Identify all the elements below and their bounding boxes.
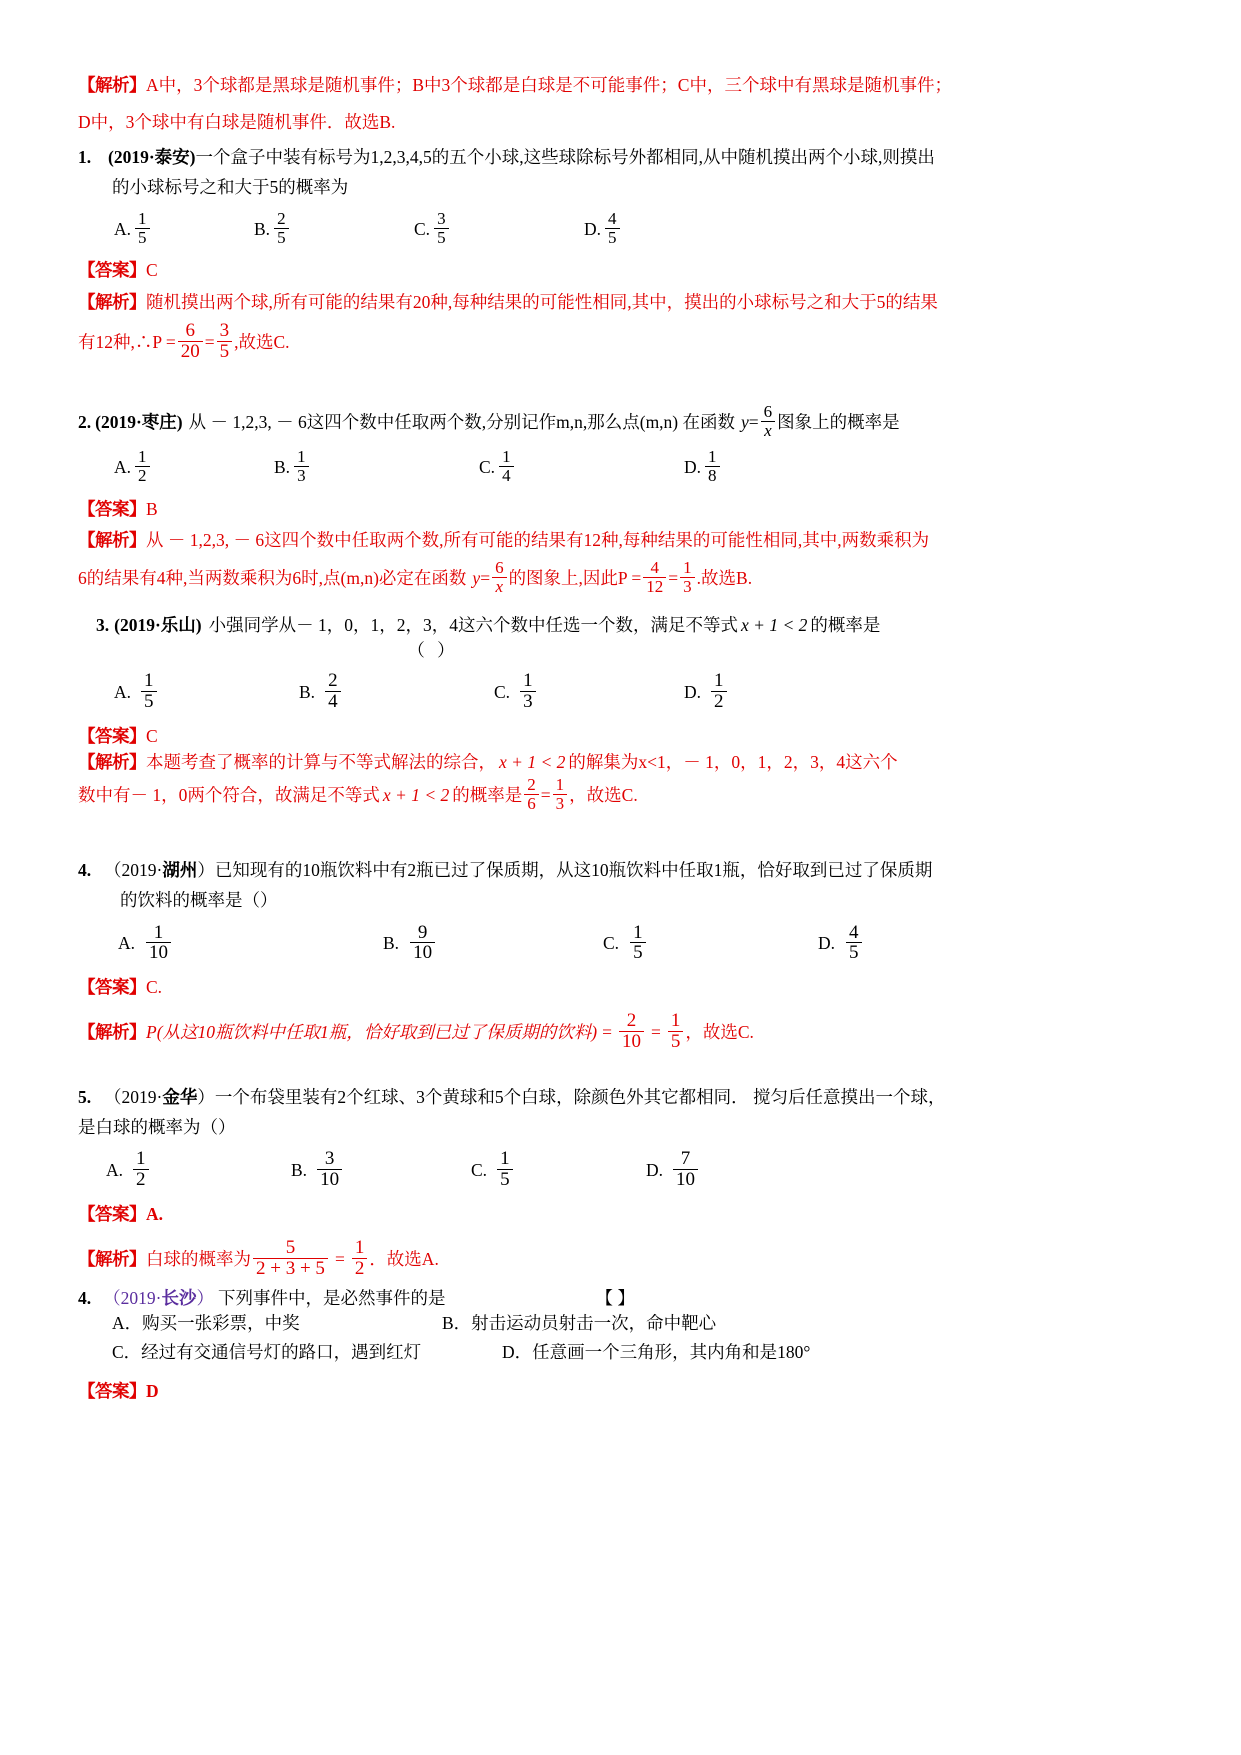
question-3-inequality: x + 1 < 2 [741, 614, 808, 635]
question-1-answer: C [146, 260, 158, 281]
numerator: 3 [219, 319, 230, 341]
question-3-number: 3. [96, 614, 110, 635]
question-2-equals: = [748, 412, 759, 433]
question-1-option-c-fraction [434, 210, 449, 247]
question-4-option-d-label: D. [818, 933, 836, 954]
denominator: 4 [499, 466, 514, 485]
denominator: 2 + 3 + 5 [253, 1258, 328, 1279]
question-5-option-c-label: C. [471, 1160, 488, 1181]
question-3-stem-part-1: 小强同学从－ 1，0，1，2，3，4这六个数中任选一个数，满足不等式 [208, 614, 738, 635]
question-2-stem-part-1: 从 － 1,2,3, － 6这四个数中任取两个数,分别记作m,n,那么点(m,n) 在函数 [188, 412, 736, 433]
question-3-options [78, 669, 1168, 713]
question-2-option-b[interactable] [274, 449, 479, 486]
question-5-options [78, 1150, 1168, 1191]
numerator: 1 [502, 447, 511, 467]
numerator: 1 [136, 1148, 146, 1170]
question-4-answer: C. [146, 977, 163, 998]
question-4-options [78, 921, 1168, 965]
question-6-choice-a[interactable]: A．购买一张彩票，中奖 [112, 1312, 300, 1333]
question-4-analysis-equals-2: = [650, 1021, 661, 1042]
denominator: 12 [643, 577, 666, 596]
denominator: 2 [135, 466, 150, 485]
question-5-option-d-fraction [673, 1149, 698, 1190]
question-2-option-d-fraction [705, 448, 720, 485]
answer-tag: 【答案】 [78, 260, 146, 281]
numerator: 9 [417, 921, 428, 943]
question-3-header [78, 615, 1168, 636]
question-2-option-c-fraction [499, 448, 514, 485]
question-5-option-d-label: D. [646, 1160, 664, 1181]
question-3-option-a[interactable] [114, 669, 299, 713]
denominator: 20 [178, 341, 203, 362]
question-2-analysis-part-1: 6的结果有4种,当两数乘积为6时,点(m,n)必定在函数 [78, 567, 467, 588]
question-5-stem-line-2-row [78, 1113, 1168, 1143]
denominator: 5 [434, 228, 449, 247]
question-2-analysis-variable-y: y [472, 567, 481, 588]
question-2-stem-part-2: 图象上的概率是 [777, 412, 900, 433]
question-2-analysis-equals-1: = [480, 567, 491, 588]
denominator: 5 [141, 691, 157, 712]
question-5-option-a-fraction [133, 1149, 149, 1190]
question-2-number: 2. [78, 412, 92, 433]
question-1-option-d-label: D. [584, 218, 602, 239]
numerator: 1 [633, 921, 643, 943]
question-6-number: 4. [78, 1287, 92, 1308]
question-5-number: 5. [78, 1086, 92, 1107]
top-analysis-line-2-row [78, 107, 1168, 138]
question-6-source-year: （2019· [103, 1287, 162, 1308]
question-4-option-a[interactable] [118, 921, 383, 965]
question-2-answer: B [146, 498, 158, 519]
numerator: 1 [297, 447, 306, 467]
question-5-analysis-part-2: ．故选A. [369, 1248, 439, 1269]
question-4-answer-row [78, 972, 1168, 1004]
question-2-variable-y: y [741, 412, 749, 433]
question-4-analysis-equals-1: = [602, 1021, 612, 1042]
question-2-answer-row [78, 494, 1168, 526]
question-1-option-b-label: B. [254, 218, 271, 239]
question-6-answer: D [146, 1381, 159, 1402]
question-4-option-c[interactable] [603, 921, 818, 965]
question-3-paren-row [78, 636, 1168, 664]
question-1-options [78, 208, 1168, 248]
question-2-source-close: ) [176, 412, 183, 433]
question-1-source-city: 泰安 [154, 147, 190, 168]
question-4-stem-line-1: 已知现有的10瓶饮料中有2瓶已过了保质期，从这10瓶饮料中任取1瓶，恰好取到已过了保质期 [214, 860, 933, 881]
question-4-option-b[interactable] [383, 921, 603, 965]
question-4-option-d-fraction [846, 923, 862, 964]
denominator: 5 [846, 942, 862, 963]
question-2-stem-fraction [761, 403, 776, 440]
question-6-source-city: 长沙 [161, 1287, 197, 1308]
question-2-source-year: (2019· [95, 412, 142, 433]
numerator: 3 [437, 208, 446, 228]
numerator: 1 [138, 208, 147, 228]
answer-tag: 【答案】 [78, 498, 146, 519]
denominator: 3 [680, 577, 695, 596]
denominator: 10 [317, 1169, 342, 1190]
answer-tag: 【答案】 [78, 1204, 146, 1225]
denominator: 2 [352, 1258, 368, 1279]
question-1-analysis-prefix: 有12种,∴P = [78, 331, 176, 352]
question-5-option-d[interactable] [646, 1150, 700, 1191]
question-5-option-b-fraction [317, 1149, 342, 1190]
analysis-tag: 【解析】 [78, 752, 146, 773]
question-3-analysis-equals: = [540, 785, 551, 806]
question-4-option-b-fraction [410, 923, 435, 964]
question-4-analysis-fraction-1 [619, 1011, 644, 1052]
question-1-option-b[interactable] [254, 208, 414, 248]
question-1-stem-line-2-row [78, 173, 1168, 203]
question-3-analysis-part-2: 的解集为x<1，－ 1，0，1，2，3，4这六个 [568, 752, 898, 773]
question-5-stem-line-1: 一个布袋里装有2个红球、3个黄球和5个白球，除颜色外其它都相同． 搅匀后任意摸出一个球， [214, 1086, 946, 1107]
question-2-analysis-fraction-1 [492, 559, 507, 596]
analysis-tag: 【解析】 [78, 1248, 146, 1269]
question-1-analysis-line-2-row [78, 319, 1168, 363]
numerator: 3 [324, 1148, 335, 1170]
question-3-analysis-part-3: 数中有－ 1，0两个符合，故满足不等式 [78, 785, 380, 806]
denominator: 5 [605, 228, 620, 247]
numerator: 4 [849, 921, 859, 943]
question-3-analysis-line-2-row [78, 777, 1168, 814]
question-4-analysis-part-1: P(从这10瓶饮料中任取1瓶，恰好取到已过了保质期的饮料) [146, 1021, 598, 1042]
numerator: 1 [670, 1009, 681, 1031]
question-2-analysis-line-1-row [78, 525, 1168, 556]
denominator: 5 [274, 228, 289, 247]
question-2-analysis-equals-2: = [668, 567, 679, 588]
question-3-option-d[interactable] [684, 669, 729, 713]
answer-tag: 【答案】 [78, 1381, 146, 1402]
denominator: 5 [630, 942, 646, 963]
denominator: 3 [553, 794, 568, 813]
question-5-source-year: （2019· [104, 1086, 163, 1107]
question-1-analysis-line-1-row [78, 287, 1168, 318]
numerator: 1 [153, 921, 164, 943]
question-4-stem-line-2-row [78, 886, 1168, 916]
question-4-option-b-label: B. [383, 933, 400, 954]
question-4-option-c-fraction [630, 923, 646, 964]
denominator: 3 [294, 466, 309, 485]
question-4-source-city: 湖州 [162, 860, 198, 881]
question-3-source-city: 乐山 [160, 614, 196, 635]
analysis-tag: 【解析】 [78, 75, 146, 95]
numerator: 1 [683, 557, 692, 577]
question-5-source-close: ） [197, 1086, 215, 1107]
numerator: 7 [680, 1148, 691, 1170]
question-2-analysis-part-2: 的图象上,因此P = [508, 567, 642, 588]
denominator: x [492, 577, 507, 596]
question-5-stem-line-2: 是白球的概率为（） [78, 1116, 236, 1137]
question-3-source-close: ) [195, 614, 202, 635]
denominator: 5 [668, 1031, 684, 1052]
denominator: 4 [325, 691, 341, 712]
question-4-option-a-label: A. [118, 933, 136, 954]
denominator: 10 [410, 942, 435, 963]
numerator: 6 [763, 402, 773, 422]
question-5-header [78, 1083, 1168, 1113]
question-4-option-a-fraction [146, 923, 171, 964]
analysis-tag: 【解析】 [78, 1021, 146, 1042]
question-3-analysis-part-5: ，故选C. [569, 785, 638, 806]
question-2-source-city: 枣庄 [141, 412, 177, 433]
denominator: 2 [711, 691, 727, 712]
question-4-analysis-part-2: ，故选C. [685, 1021, 754, 1042]
denominator: 8 [705, 466, 720, 485]
numerator: 2 [626, 1009, 637, 1031]
numerator: 5 [285, 1236, 296, 1258]
question-1-source-year: (2019· [108, 147, 155, 168]
question-5-analysis-fraction-2 [352, 1238, 368, 1279]
question-3-option-a-label: A. [114, 681, 132, 702]
question-6-choices-row-1 [78, 1309, 1168, 1339]
question-2-option-c[interactable] [479, 449, 684, 486]
question-1-analysis-fraction-2 [217, 321, 233, 362]
question-5-analysis-equals: = [334, 1248, 345, 1269]
question-4-analysis-fraction-2 [668, 1011, 684, 1052]
numerator: 2 [277, 208, 286, 228]
denominator: 10 [673, 1169, 698, 1190]
question-4-option-d[interactable] [818, 921, 864, 965]
numerator: 6 [185, 319, 195, 341]
question-6-choice-c[interactable]: C．经过有交通信号灯的路口，遇到红灯 [112, 1342, 422, 1363]
question-3-analysis-line-1-row [78, 752, 1168, 773]
question-3-analysis-part-4: 的概率是 [452, 785, 523, 806]
question-5-answer-row [78, 1199, 1168, 1231]
question-5-option-c[interactable] [471, 1150, 646, 1191]
question-1-number: 1. [78, 147, 92, 168]
question-1-answer-row [78, 255, 1168, 287]
question-4-number: 4. [78, 860, 92, 881]
question-2-option-c-label: C. [479, 456, 496, 477]
question-1-analysis-equals: = [204, 331, 215, 352]
denominator: 2 [133, 1169, 149, 1190]
question-3-option-b-label: B. [299, 681, 316, 702]
numerator: 2 [328, 669, 338, 691]
question-2-option-a-label: A. [114, 456, 132, 477]
numerator: 4 [650, 557, 660, 577]
denominator: 5 [217, 341, 233, 362]
numerator: 1 [144, 669, 154, 691]
question-4-source-close: ） [197, 860, 215, 881]
question-2-option-b-fraction [294, 448, 309, 485]
question-3-analysis-fraction-2 [553, 776, 568, 813]
numerator: 1 [708, 447, 717, 467]
question-1-analysis-line-1: 随机摸出两个球,所有可能的结果有20种,每种结果的可能性相同,其中，摸出的小球标号之和大于5的结果 [146, 291, 938, 312]
question-1-option-d[interactable] [584, 208, 622, 248]
question-1-stem-line-1: 一个盒子中装有标号为1,2,3,4,5的五个小球,这些球除标号外都相同,从中随机摸出两个小球,则摸出 [195, 147, 935, 168]
question-3-stem-part-2: 的概率是 [810, 614, 881, 635]
question-2-option-b-label: B. [274, 456, 291, 477]
denominator: 10 [146, 942, 171, 963]
denominator: 3 [520, 691, 536, 712]
question-3-option-a-fraction [141, 671, 157, 712]
question-6-header [78, 1288, 1168, 1309]
question-3-analysis-fraction-1 [524, 776, 539, 813]
question-3-source-year: (2019· [114, 614, 161, 635]
question-6-choice-b[interactable]: B．射击运动员射击一次，命中靶心 [442, 1312, 717, 1333]
question-3-analysis-inequality-1: x + 1 < 2 [499, 752, 566, 773]
question-6-stem: 下列事件中，是必然事件的是 [217, 1287, 446, 1308]
question-1-header [78, 143, 1168, 173]
question-5-option-a[interactable] [106, 1150, 291, 1191]
top-analysis-line-2: D中，3个球中有白球是随机事件．故选B. [78, 111, 396, 132]
question-5-analysis-part-1: 白球的概率为 [146, 1248, 251, 1269]
question-2-option-a[interactable] [114, 449, 274, 486]
question-6-answer-row [78, 1376, 1168, 1408]
numerator: 1 [354, 1236, 365, 1258]
question-1-option-a-label: A. [114, 218, 132, 239]
question-1-stem-line-2: 的小球标号之和大于5的概率为 [112, 177, 349, 197]
question-2-analysis-line-1: 从 － 1,2,3, － 6这四个数中任取两个数,所有可能的结果有12种,每种结果的可能性相同,其中,两数乘积为 [146, 530, 930, 551]
question-3-option-c-label: C. [494, 681, 511, 702]
numerator: 1 [523, 669, 533, 691]
numerator: 2 [527, 775, 536, 795]
question-1-option-c-label: C. [414, 218, 431, 239]
question-1-option-a-fraction [135, 210, 150, 247]
question-1-option-c[interactable] [414, 208, 584, 248]
question-1-source-close: ) [189, 147, 196, 168]
question-2-analysis-line-2-row [78, 557, 1168, 597]
numerator: 1 [500, 1148, 510, 1170]
question-3-option-d-label: D. [684, 681, 702, 702]
question-6-answer-bracket[interactable]: 【 】 [595, 1287, 635, 1308]
denominator: x [761, 421, 776, 440]
question-5-analysis-row [78, 1236, 1168, 1280]
question-3-option-c[interactable] [494, 669, 684, 713]
analysis-tag: 【解析】 [78, 530, 146, 551]
question-1-option-b-fraction [274, 210, 289, 247]
answer-tag: 【答案】 [78, 725, 146, 746]
denominator: 6 [524, 794, 539, 813]
question-3-answer: C [146, 725, 158, 746]
question-3-option-b-fraction [325, 671, 341, 712]
question-4-option-c-label: C. [603, 933, 620, 954]
question-1-analysis-suffix: ,故选C. [234, 331, 290, 352]
question-3-answer-paren[interactable]: （ ） [407, 639, 459, 660]
question-3-option-c-fraction [520, 671, 536, 712]
question-5-analysis-fraction-1 [253, 1238, 328, 1279]
question-2-options [78, 449, 1168, 486]
question-3-analysis-inequality-2: x + 1 < 2 [382, 785, 450, 806]
numerator: 4 [608, 208, 617, 228]
question-1-analysis-fraction-1 [178, 321, 203, 362]
question-4-header [78, 856, 1168, 886]
top-analysis-block [78, 70, 1168, 101]
question-2-header [78, 404, 1168, 441]
question-4-source-year: （2019· [104, 860, 163, 881]
question-5-option-b[interactable] [291, 1150, 471, 1191]
numerator: 6 [495, 557, 504, 577]
question-2-option-a-fraction [135, 448, 150, 485]
question-6-source-close: ） [196, 1287, 214, 1308]
question-2-option-d[interactable] [684, 449, 722, 486]
question-5-option-c-fraction [497, 1149, 513, 1190]
question-2-analysis-part-3: .故选B. [696, 567, 753, 588]
denominator: 5 [497, 1169, 513, 1190]
question-2-analysis-fraction-2 [643, 559, 666, 596]
question-4-stem-line-2: 的饮料的概率是（） [120, 889, 278, 910]
question-3-option-b[interactable] [299, 669, 494, 713]
question-5-source-city: 金华 [162, 1086, 198, 1107]
question-1-option-d-fraction [605, 210, 620, 247]
question-6-choice-d[interactable]: D．任意画一个三角形，其内角和是180° [502, 1342, 811, 1363]
question-3-answer-row [78, 721, 1168, 753]
question-1-option-a[interactable] [114, 208, 254, 248]
question-3-option-d-fraction [711, 671, 727, 712]
question-5-answer: A. [146, 1204, 164, 1225]
question-5-option-b-label: B. [291, 1160, 308, 1181]
question-6-choices-row-2 [78, 1338, 1168, 1368]
question-3-analysis-part-1: 本题考查了概率的计算与不等式解法的综合， [146, 752, 496, 773]
analysis-tag: 【解析】 [78, 291, 146, 312]
question-5-option-a-label: A. [106, 1160, 124, 1181]
top-analysis-line-1: A中，3个球都是黑球是随机事件；B中3个球都是白球是不可能事件；C中，三个球中有黑球是随机事件； [146, 75, 952, 95]
denominator: 5 [135, 228, 150, 247]
numerator: 1 [714, 669, 724, 691]
answer-tag: 【答案】 [78, 977, 146, 998]
question-2-analysis-fraction-3 [680, 559, 695, 596]
numerator: 1 [555, 775, 565, 795]
question-2-option-d-label: D. [684, 456, 702, 477]
numerator: 1 [138, 447, 147, 467]
denominator: 10 [619, 1031, 644, 1052]
question-4-analysis-row [78, 1009, 1168, 1053]
document-content [78, 70, 1168, 1408]
